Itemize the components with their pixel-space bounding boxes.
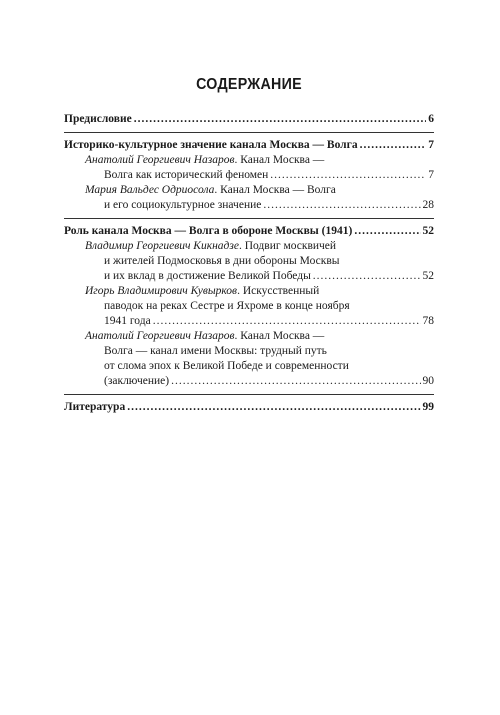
article-title: Волга — канал имени Москвы: трудный путь — [104, 345, 327, 357]
toc-page-number: 6 — [428, 113, 434, 125]
toc-entry-preface[interactable] — [64, 112, 434, 127]
article-title: . Канал Москва — — [234, 330, 325, 342]
toc-entry-kuvyrkov[interactable] — [64, 284, 434, 329]
dot-leader — [134, 112, 427, 127]
dot-leader — [263, 198, 420, 213]
dot-leader — [127, 400, 420, 415]
dot-leader — [171, 374, 420, 389]
table-of-contents — [64, 112, 434, 415]
article-title: паводок на реках Сестре и Яхроме в конце ноября — [104, 300, 350, 312]
article-title: . Канал Москва — Волга — [214, 184, 336, 196]
toc-page-number: 90 — [422, 375, 434, 387]
toc-section-2[interactable] — [64, 224, 434, 239]
toc-entry-odriosola[interactable] — [64, 183, 434, 213]
article-title: и его социокультурное значение — [104, 199, 262, 211]
toc-page-number: 78 — [422, 315, 434, 327]
toc-entry-nazarov-1[interactable] — [64, 153, 434, 183]
toc-entry-nazarov-2[interactable] — [64, 329, 434, 389]
article-title: и жителей Подмосковья в дни обороны Москвы — [104, 255, 340, 267]
toc-page-number: 7 — [428, 169, 434, 181]
toc-page-number: 52 — [422, 270, 434, 282]
article-title: (заключение) — [104, 375, 170, 387]
dot-leader — [153, 314, 421, 329]
toc-page-number: 99 — [422, 401, 434, 413]
toc-section-title: Историко-культурное значение канала Москва — Волга — [64, 139, 358, 151]
article-title: 1941 года — [104, 315, 151, 327]
author-name: Анатолий Георгиевич Назаров — [85, 154, 235, 166]
article-title: и их вклад в достижение Великой Победы — [104, 270, 311, 282]
toc-page-number: 28 — [422, 199, 434, 211]
article-title: . Канал Москва — — [234, 154, 325, 166]
toc-entry-title: Литература — [64, 401, 126, 413]
toc-page-number: 7 — [428, 139, 434, 151]
author-name: Владимир Георгиевич Кикнадзе — [85, 240, 239, 252]
author-name: Мария Вальдес Одриосола — [85, 184, 215, 196]
toc-page-number: 52 — [422, 225, 434, 237]
toc-entry-literature[interactable] — [64, 400, 434, 415]
article-title: . Подвиг москвичей — [238, 240, 337, 252]
article-title: Волга как исторический феномен — [104, 169, 269, 181]
dot-leader — [360, 138, 427, 153]
toc-entry-kiknadze[interactable] — [64, 239, 434, 284]
article-title: . Искусственный — [237, 285, 320, 297]
dot-leader — [354, 224, 420, 239]
page-title: СОДЕРЖАНИЕ — [196, 76, 302, 93]
author-name: Игорь Владимирович Кувырков — [85, 285, 238, 297]
article-title: от слома эпох к Великой Победе и современности — [104, 360, 349, 372]
toc-section-title: Роль канала Москва — Волга в обороне Москвы (1941) — [64, 225, 353, 237]
dot-leader — [313, 269, 421, 284]
toc-entry-title: Предисловие — [64, 113, 132, 125]
toc-section-1[interactable] — [64, 138, 434, 153]
dot-leader — [270, 168, 426, 183]
author-name: Анатолий Георгиевич Назаров — [85, 330, 235, 342]
